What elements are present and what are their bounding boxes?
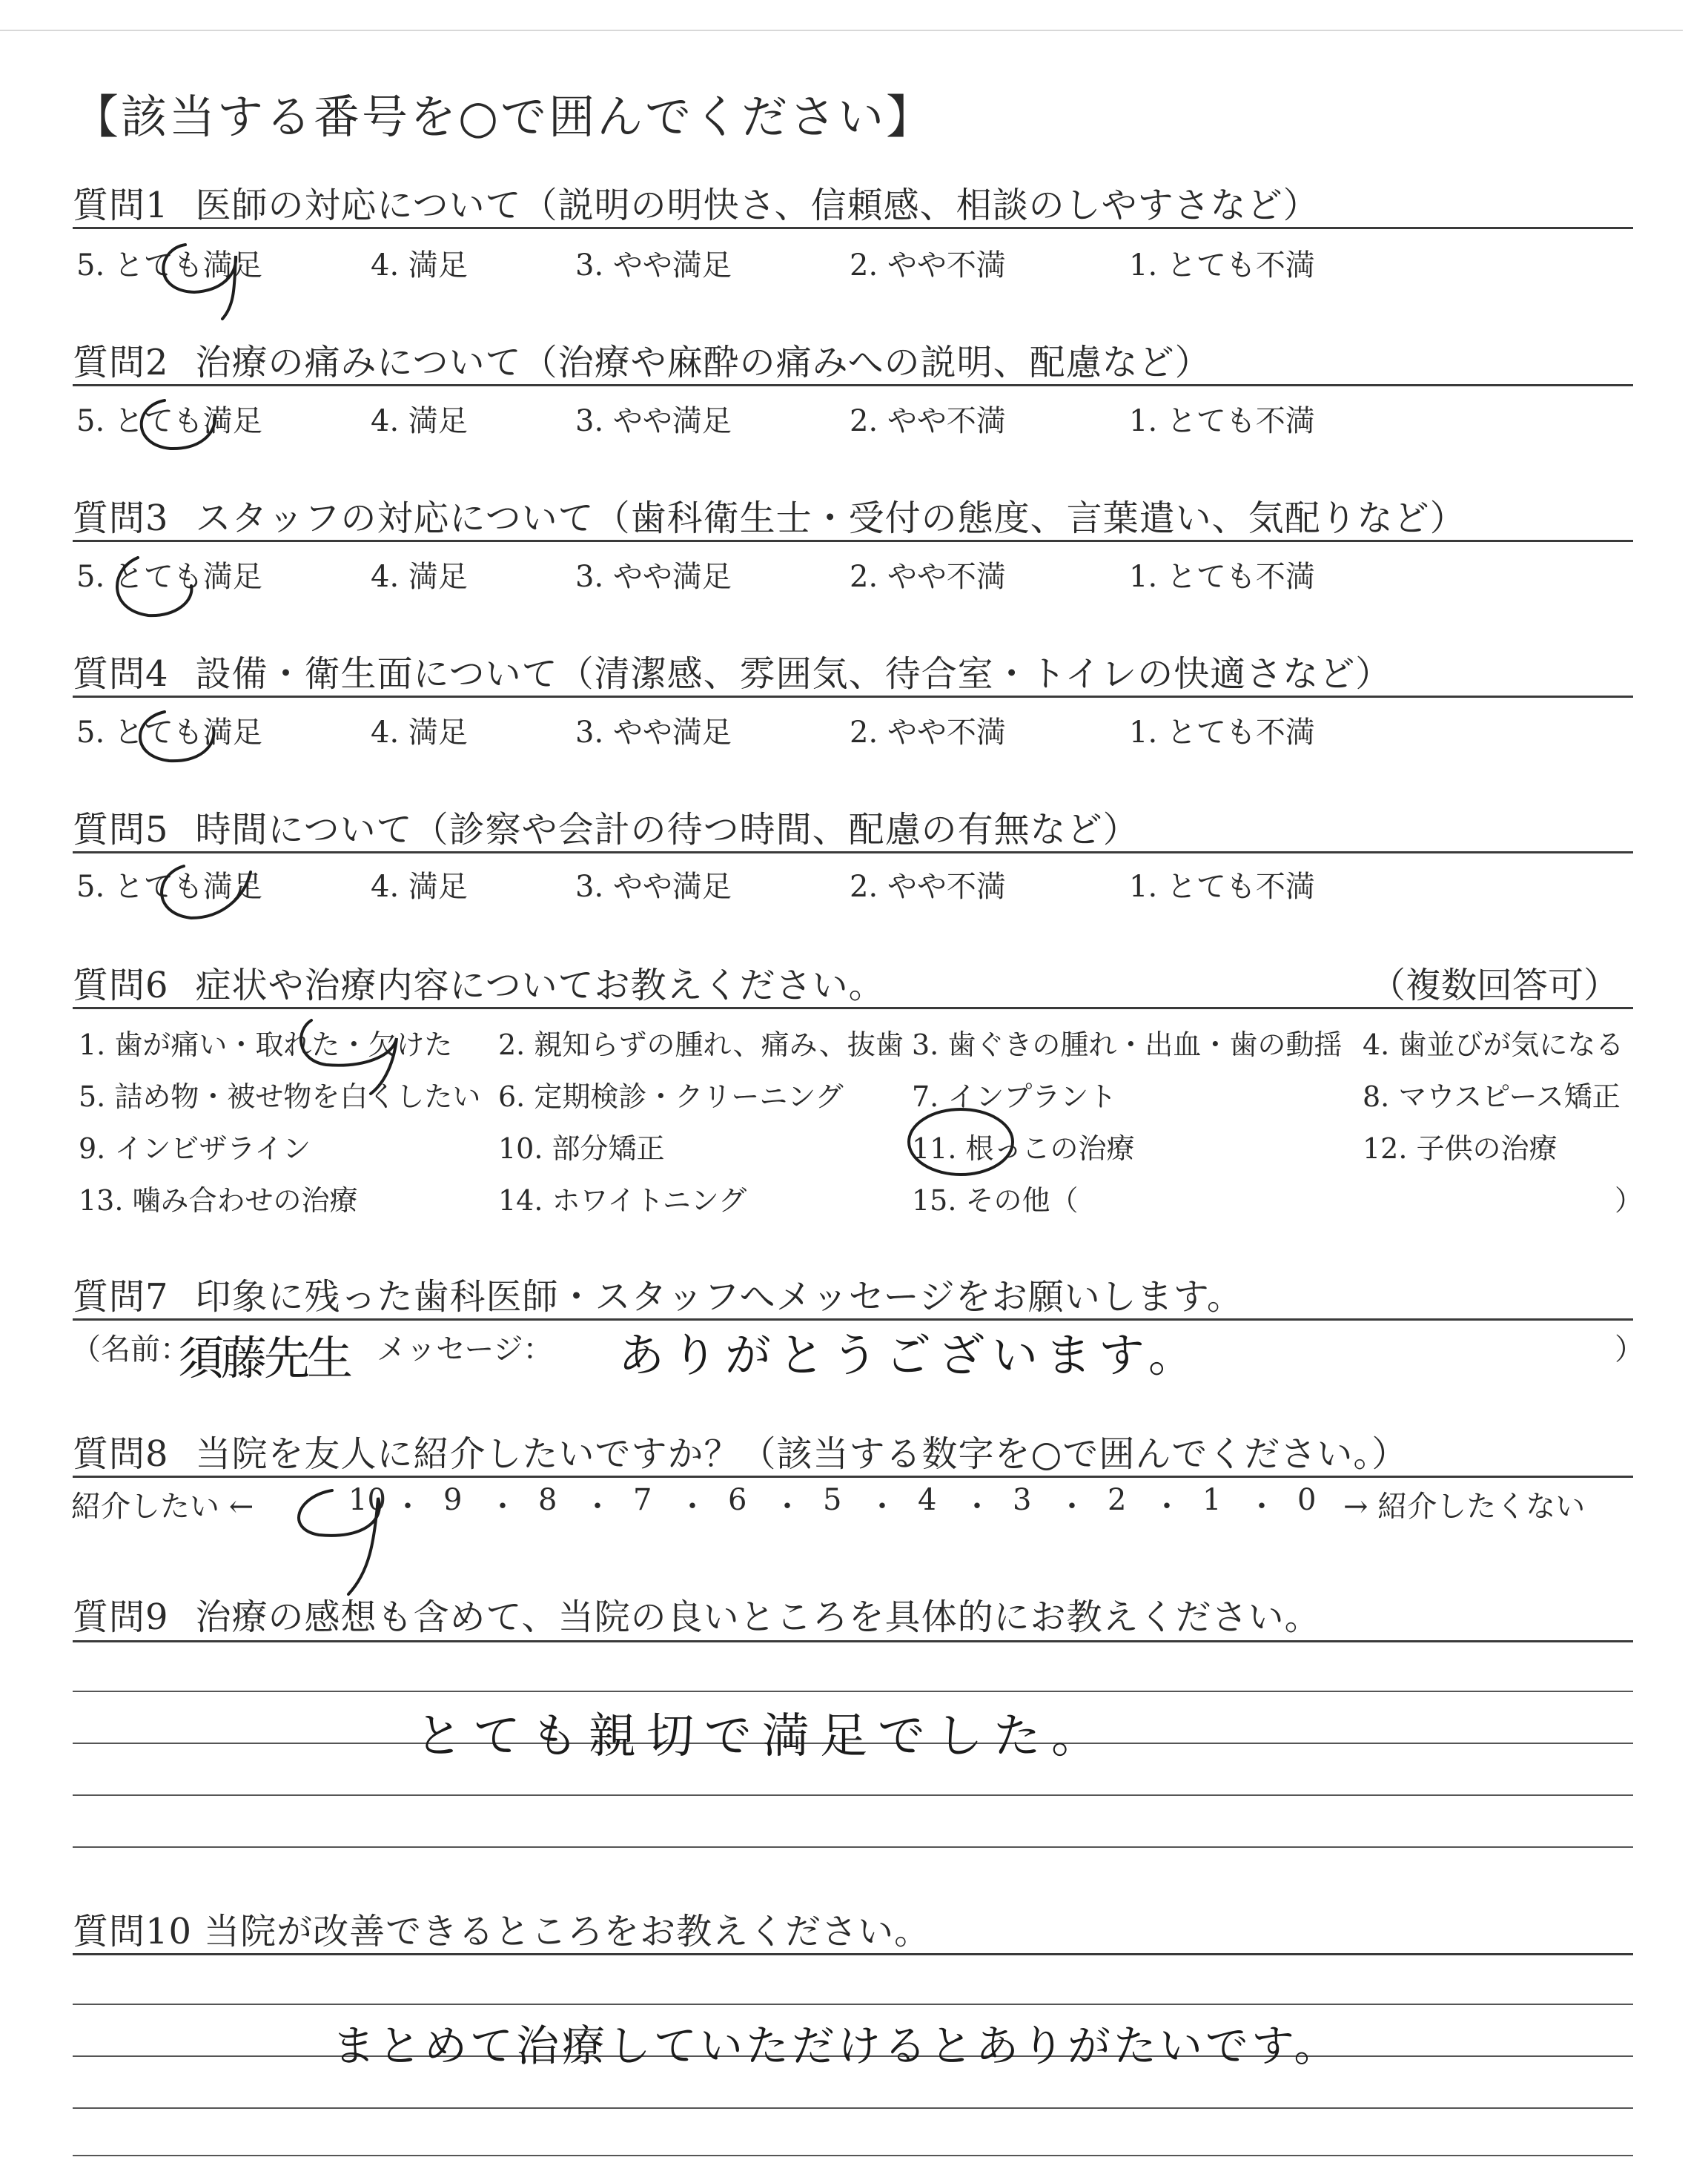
recommend-score-2[interactable]: 2 [1108, 1483, 1127, 1517]
divider [73, 1476, 1633, 1478]
answer-line [73, 2004, 1633, 2005]
q6-item-11[interactable]: 11. 根っこの治療 [912, 1132, 1135, 1165]
question-number: 質問10 [73, 1911, 193, 1952]
recommend-score-0[interactable]: 0 [1297, 1483, 1317, 1517]
recommend-score-9[interactable]: 9 [443, 1483, 463, 1517]
q6-item-6[interactable]: 6. 定期検診・クリーニング [498, 1080, 844, 1113]
recommend-score-6[interactable]: 6 [728, 1483, 747, 1517]
answer-line [73, 1846, 1633, 1848]
name-handwritten[interactable]: 須藤先生 [178, 1331, 351, 1385]
answer-line [73, 1794, 1633, 1796]
multiple-answer-note: （複数回答可） [1370, 965, 1620, 1006]
recommend-score-1[interactable]: 1 [1202, 1483, 1222, 1517]
q6-item-8[interactable]: 8. マウスピース矯正 [1363, 1080, 1621, 1113]
question-2-heading [73, 334, 1211, 385]
q1-option-5[interactable]: 5. とても満足 [76, 248, 262, 283]
question-9-heading [73, 1588, 1321, 1639]
q2-option-1[interactable]: 1. とても不満 [1129, 404, 1315, 438]
q6-item-14[interactable]: 14. ホワイトニング [498, 1184, 747, 1217]
recommend-left-label: 紹介したい ← [71, 1490, 254, 1524]
q9-answer-handwritten[interactable]: とても親切で満足でした。 [415, 1709, 1109, 1764]
recommend-right-label: → 紹介したくない [1343, 1490, 1586, 1524]
question-text: 時間について（診察や会計の待つ時間、配慮の有無など） [195, 809, 1139, 851]
q1-option-2[interactable]: 2. やや不満 [850, 248, 1006, 283]
q3-option-3[interactable]: 3. やや満足 [575, 560, 732, 594]
q6-item-5[interactable]: 5. 詰め物・被せ物を白くしたい [79, 1080, 481, 1113]
divider [73, 1953, 1633, 1955]
answer-line [73, 1691, 1633, 1692]
question-text: スタッフの対応について（歯科衛生士・受付の態度、言葉遣い、気配りなど） [195, 498, 1466, 539]
question-number: 質問8 [73, 1433, 169, 1475]
scale-separator: ・ [678, 1490, 707, 1524]
question-1-heading [73, 176, 1320, 228]
message-handwritten[interactable]: ありがとうございます。 [618, 1328, 1202, 1382]
scan-edge-line [0, 30, 1683, 31]
divider [73, 1640, 1633, 1642]
q5-option-4[interactable]: 4. 満足 [371, 870, 468, 904]
question-text: 治療の感想も含めて、当院の良いところを具体的にお教えください。 [195, 1596, 1321, 1638]
q2-option-5[interactable]: 5. とても満足 [76, 404, 262, 438]
question-6-heading [73, 957, 885, 1008]
scale-separator: ・ [867, 1490, 897, 1524]
scale-separator: ・ [1247, 1490, 1277, 1524]
divider [73, 696, 1633, 698]
question-number: 質問2 [73, 342, 169, 383]
question-5-heading [73, 801, 1139, 852]
scale-separator: ・ [393, 1490, 423, 1524]
q4-option-1[interactable]: 1. とても不満 [1129, 716, 1315, 750]
q5-option-5[interactable]: 5. とても満足 [76, 870, 262, 904]
q1-option-4[interactable]: 4. 満足 [371, 248, 468, 283]
question-text: 設備・衛生面について（清潔感、雰囲気、待合室・トイレの快適さなど） [195, 653, 1392, 695]
q5-option-3[interactable]: 3. やや満足 [575, 870, 732, 904]
question-number: 質問4 [73, 653, 169, 695]
question-text: 当院が改善できるところをお教えください。 [204, 1911, 931, 1952]
question-number: 質問5 [73, 809, 169, 851]
question-number: 質問3 [73, 498, 169, 539]
q2-option-3[interactable]: 3. やや満足 [575, 404, 732, 438]
q4-option-3[interactable]: 3. やや満足 [575, 716, 732, 750]
q6-item-15-close: ） [1615, 1184, 1644, 1217]
q4-option-5[interactable]: 5. とても満足 [76, 716, 262, 750]
answer-line [73, 2107, 1633, 2109]
q2-option-4[interactable]: 4. 満足 [371, 404, 468, 438]
question-text: 印象に残った歯科医師・スタッフへメッセージをお願いします。 [195, 1276, 1243, 1318]
recommend-score-4[interactable]: 4 [918, 1483, 937, 1517]
divider [73, 851, 1633, 853]
question-text: 治療の痛みについて（治療や麻酔の痛みへの説明、配慮など） [195, 342, 1211, 383]
q5-option-2[interactable]: 2. やや不満 [850, 870, 1006, 904]
q3-option-4[interactable]: 4. 満足 [371, 560, 468, 594]
recommend-score-10[interactable]: 10 [348, 1483, 386, 1517]
q1-option-3[interactable]: 3. やや満足 [575, 248, 732, 283]
instruction-title: 【該当する番号を○で囲んでください】 [73, 90, 935, 144]
divider [73, 227, 1633, 229]
question-number: 質問9 [73, 1596, 169, 1638]
q3-option-1[interactable]: 1. とても不満 [1129, 560, 1315, 594]
answer-line [73, 2155, 1633, 2156]
name-label: （名前： [71, 1332, 190, 1367]
q6-item-15[interactable]: 15. その他（ [912, 1184, 1079, 1217]
q5-option-1[interactable]: 1. とても不満 [1129, 870, 1315, 904]
q6-item-13[interactable]: 13. 噛み合わせの治療 [79, 1184, 358, 1217]
q6-item-3[interactable]: 3. 歯ぐきの腫れ・出血・歯の動揺 [912, 1028, 1343, 1061]
question-7-heading [73, 1268, 1243, 1319]
scale-separator: ・ [488, 1490, 517, 1524]
message-close: ） [1615, 1332, 1644, 1367]
question-text: 当院を友人に紹介したいですか？（該当する数字を○で囲んでください。） [195, 1433, 1409, 1475]
question-10-heading [73, 1903, 930, 1954]
question-text: 医師の対応について（説明の明快さ、信頼感、相談のしやすさなど） [195, 185, 1320, 226]
question-3-heading [73, 489, 1466, 541]
scale-separator: ・ [962, 1490, 992, 1524]
divider [73, 1007, 1633, 1009]
q3-option-2[interactable]: 2. やや不満 [850, 560, 1006, 594]
divider [73, 384, 1633, 386]
scale-separator: ・ [583, 1490, 612, 1524]
q4-option-4[interactable]: 4. 満足 [371, 716, 468, 750]
q6-item-1[interactable]: 1. 歯が痛い・取れた・欠けた [79, 1028, 453, 1061]
question-number: 質問6 [73, 965, 169, 1006]
q6-item-4[interactable]: 4. 歯並びが気になる [1363, 1028, 1624, 1061]
q1-option-1[interactable]: 1. とても不満 [1129, 248, 1315, 283]
question-8-heading [73, 1425, 1408, 1476]
q6-item-2[interactable]: 2. 親知らずの腫れ、痛み、抜歯 [498, 1028, 904, 1061]
q10-answer-handwritten[interactable]: まとめて治療していただけるとありがたいです。 [332, 2021, 1340, 2071]
question-number: 質問1 [73, 185, 169, 226]
q2-option-2[interactable]: 2. やや不満 [850, 404, 1006, 438]
recommend-score-3[interactable]: 3 [1013, 1483, 1032, 1517]
q6-item-7[interactable]: 7. インプラント [912, 1080, 1117, 1113]
q6-item-10[interactable]: 10. 部分矯正 [498, 1132, 665, 1165]
q6-item-12[interactable]: 12. 子供の治療 [1363, 1132, 1558, 1165]
recommend-score-5[interactable]: 5 [823, 1483, 842, 1517]
scale-separator: ・ [1057, 1490, 1087, 1524]
recommend-score-8[interactable]: 8 [538, 1483, 557, 1517]
q6-item-9[interactable]: 9. インビザライン [79, 1132, 311, 1165]
q3-option-5[interactable]: 5. とても満足 [76, 560, 262, 594]
scale-separator: ・ [772, 1490, 802, 1524]
divider [73, 540, 1633, 542]
message-label: メッセージ： [377, 1332, 553, 1367]
q4-option-2[interactable]: 2. やや不満 [850, 716, 1006, 750]
question-4-heading [73, 645, 1391, 696]
recommend-score-7[interactable]: 7 [633, 1483, 652, 1517]
scale-separator: ・ [1152, 1490, 1182, 1524]
question-text: 症状や治療内容についてお教えください。 [195, 965, 885, 1006]
question-number: 質問7 [73, 1276, 169, 1318]
